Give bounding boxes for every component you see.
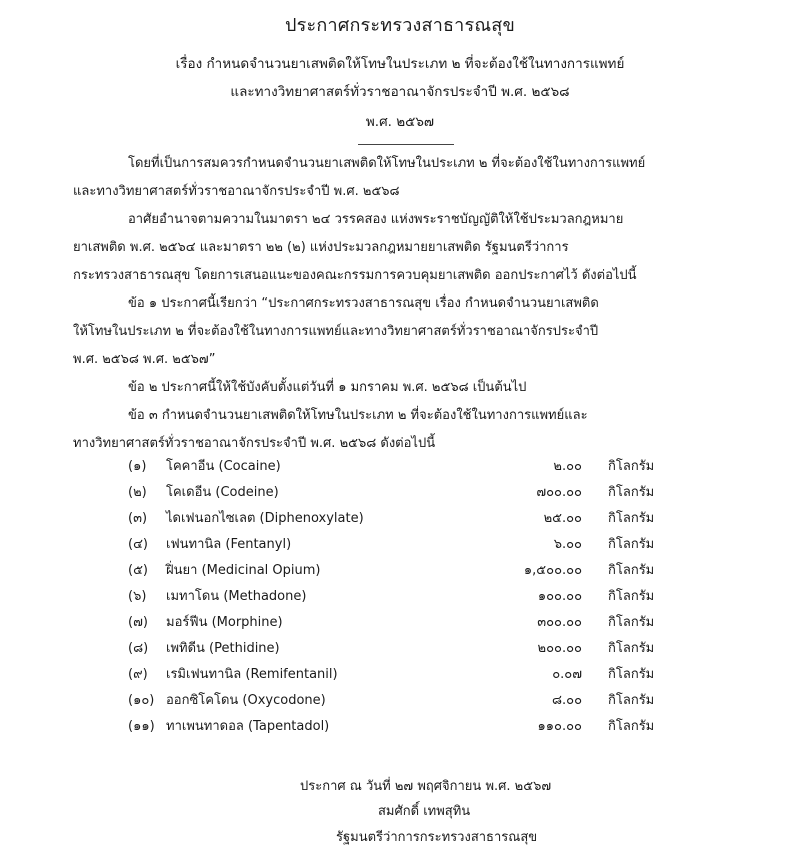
document-year: พ.ศ. ๒๕๖๗ <box>365 114 435 130</box>
signatory-name: สมศักดิ์ เทพสุทิน <box>378 804 471 819</box>
drug-quantity: ๒๕.๐๐ <box>543 511 582 526</box>
drug-quantity: ๑๑๐.๐๐ <box>537 719 582 734</box>
drug-row <box>0 614 800 636</box>
drug-unit: กิโลกรัม <box>608 537 655 552</box>
drug-unit: กิโลกรัม <box>608 615 655 630</box>
drug-name: ออกซิโคโดน (Oxycodone) <box>166 693 326 708</box>
drug-quantity: ๘.๐๐ <box>551 693 582 708</box>
drug-unit: กิโลกรัม <box>608 459 655 474</box>
drug-number: (๑๐) <box>128 693 155 708</box>
announcement-date: ประกาศ ณ วันที่ ๒๗ พฤศจิกายน พ.ศ. ๒๕๖๗ <box>300 779 552 794</box>
drug-row <box>0 510 800 532</box>
drug-name: เพทิดีน (Pethidine) <box>166 641 280 656</box>
drug-row <box>0 640 800 662</box>
drug-unit: กิโลกรัม <box>608 641 655 656</box>
drug-name: โคคาอีน (Cocaine) <box>166 459 281 474</box>
drug-name: ทาเพนทาดอล (Tapentadol) <box>166 719 330 734</box>
drug-row <box>0 458 800 480</box>
drug-quantity: ๑,๕๐๐.๐๐ <box>523 563 582 578</box>
drug-row <box>0 666 800 688</box>
drug-number: (๕) <box>128 563 148 578</box>
drug-unit: กิโลกรัม <box>608 589 655 604</box>
drug-unit: กิโลกรัม <box>608 485 655 500</box>
drug-number: (๖) <box>128 589 147 604</box>
drug-name: ไดเฟนอกไซเลต (Diphenoxylate) <box>166 511 364 526</box>
drug-unit: กิโลกรัม <box>608 693 655 708</box>
drug-row <box>0 562 800 584</box>
drug-unit: กิโลกรัม <box>608 511 655 526</box>
body-line: และทางวิทยาศาสตร์ทั่วราชอาณาจักรประจำปี พ.ศ. ๒๕๖๘ <box>73 184 400 199</box>
body-line: อาศัยอำนาจตามความในมาตรา ๒๔ วรรคสอง แห่งพระราชบัญญัติให้ใช้ประมวลกฎหมาย <box>128 212 624 227</box>
body-line: ข้อ ๑ ประกาศนี้เรียกว่า “ประกาศกระทรวงสาธารณสุข เรื่อง กำหนดจำนวนยาเสพติด <box>128 296 599 311</box>
document-subject-line-2: และทางวิทยาศาสตร์ทั่วราชอาณาจักรประจำปี พ.ศ. ๒๕๖๘ <box>230 84 570 100</box>
body-line: ข้อ ๓ กำหนดจำนวนยาเสพติดให้โทษในประเภท ๒ ที่จะต้องใช้ในทางการแพทย์และ <box>128 408 588 423</box>
drug-unit: กิโลกรัม <box>608 667 655 682</box>
drug-number: (๘) <box>128 641 149 656</box>
drug-name: เรมิเฟนทานิล (Remifentanil) <box>166 667 338 682</box>
body-line: ให้โทษในประเภท ๒ ที่จะต้องใช้ในทางการแพทย์และทางวิทยาศาสตร์ทั่วราชอาณาจักรประจำปี <box>73 324 599 339</box>
drug-number: (๑) <box>128 459 147 474</box>
drug-quantity: ๐.๐๗ <box>552 667 582 682</box>
drug-unit: กิโลกรัม <box>608 719 655 734</box>
body-line: โดยที่เป็นการสมควรกำหนดจำนวนยาเสพติดให้โทษในประเภท ๒ ที่จะต้องใช้ในทางการแพทย์ <box>128 156 646 171</box>
drug-row <box>0 484 800 506</box>
signatory-position: รัฐมนตรีว่าการกระทรวงสาธารณสุข <box>336 830 538 845</box>
body-line: ยาเสพติด พ.ศ. ๒๕๖๔ และมาตรา ๒๒ (๒) แห่งประมวลกฎหมายยาเสพติด รัฐมนตรีว่าการ <box>73 240 569 255</box>
drug-row <box>0 718 800 740</box>
body-line: พ.ศ. ๒๕๖๘ พ.ศ. ๒๕๖๗” <box>73 352 216 367</box>
body-line: ข้อ ๒ ประกาศนี้ให้ใช้บังคับตั้งแต่วันที่ ๑ มกราคม พ.ศ. ๒๕๖๘ เป็นต้นไป <box>128 380 527 395</box>
drug-name: เฟนทานิล (Fentanyl) <box>166 537 292 552</box>
drug-quantity: ๖.๐๐ <box>553 537 582 552</box>
drug-number: (๑๑) <box>128 719 155 734</box>
drug-name: ฝิ่นยา (Medicinal Opium) <box>166 563 321 578</box>
drug-name: มอร์ฟีน (Morphine) <box>166 615 283 630</box>
drug-quantity: ๒.๐๐ <box>553 459 582 474</box>
body-line: กระทรวงสาธารณสุข โดยการเสนอแนะของคณะกรรมการควบคุมยาเสพติด ออกประกาศไว้ ดังต่อไปนี้ <box>73 268 637 283</box>
drug-name: โคเดอีน (Codeine) <box>166 485 279 500</box>
drug-unit: กิโลกรัม <box>608 563 655 578</box>
drug-name: เมทาโดน (Methadone) <box>166 589 307 604</box>
drug-quantity: ๒๐๐.๐๐ <box>537 641 582 656</box>
drug-number: (๗) <box>128 615 148 630</box>
body-line: ทางวิทยาศาสตร์ทั่วราชอาณาจักรประจำปี พ.ศ. ๒๕๖๘ ดังต่อไปนี้ <box>73 436 436 451</box>
drug-quantity: ๑๐๐.๐๐ <box>537 589 582 604</box>
drug-quantity: ๗๐๐.๐๐ <box>536 485 582 500</box>
document-title: ประกาศกระทรวงสาธารณสุข <box>285 15 515 36</box>
document-subject-line-1: เรื่อง กำหนดจำนวนยาเสพติดให้โทษในประเภท ๒ ที่จะต้องใช้ในทางการแพทย์ <box>175 56 625 72</box>
drug-number: (๔) <box>128 537 148 552</box>
drug-number: (๒) <box>128 485 147 500</box>
drug-row <box>0 692 800 714</box>
drug-quantity: ๓๐๐.๐๐ <box>537 615 582 630</box>
drug-number: (๙) <box>128 667 148 682</box>
title-divider <box>358 144 454 145</box>
drug-row <box>0 588 800 610</box>
drug-row <box>0 536 800 558</box>
drug-number: (๓) <box>128 511 148 526</box>
